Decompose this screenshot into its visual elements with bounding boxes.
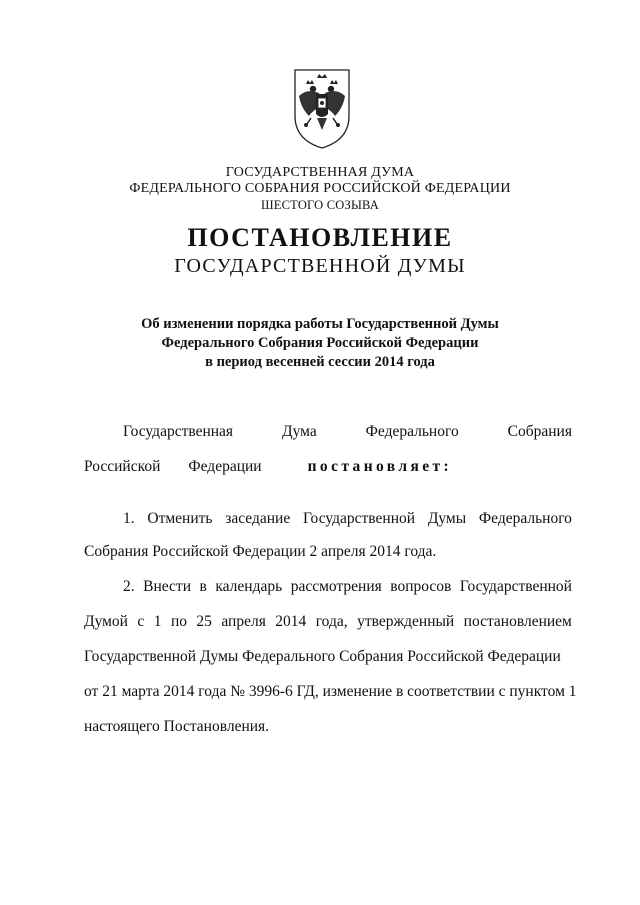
item-word: с <box>137 613 145 630</box>
item-word: Внести <box>143 578 191 595</box>
item-word: вопросов <box>390 578 452 595</box>
item-word: календарь <box>215 578 283 595</box>
preamble-line-2 <box>84 458 572 476</box>
preamble-word: Собрания <box>507 423 572 440</box>
subject-line-1: Об изменении порядка работы Государственной Думы <box>141 316 499 332</box>
preamble-word: Дума <box>282 423 317 440</box>
russian-coat-of-arms-icon <box>289 66 355 152</box>
item-word: 25 <box>196 613 212 630</box>
item-word: Государственной <box>302 510 416 527</box>
item-word: заседание <box>225 510 291 527</box>
item-word: Думой <box>84 613 128 630</box>
item-2-line-5: настоящего Постановления. <box>84 718 270 735</box>
item-word: утвержденный <box>357 613 455 630</box>
item-2-line-4: от 21 марта 2014 года № 3996-6 ГД, изменение в соответствии с пунктом 1 <box>84 683 577 700</box>
item-1-line-2: Собрания Российской Федерации 2 апреля 2014 года. <box>84 543 437 560</box>
document-type: ПОСТАНОВЛЕНИЕ <box>187 223 453 252</box>
item-word: в <box>199 578 207 595</box>
item-word: постановлением <box>463 613 572 630</box>
item-word: 2014 <box>275 613 307 630</box>
item-word: Думы <box>427 510 467 527</box>
preamble-word: Федерации <box>188 458 262 475</box>
document-issuer: ГОСУДАРСТВЕННОЙ ДУМЫ <box>174 255 466 277</box>
item-word: Отменить <box>147 510 213 527</box>
item-2-line-1 <box>123 578 572 596</box>
item-2-line-2 <box>84 613 572 631</box>
item-word: 1. <box>123 510 135 527</box>
item-word: Федерального <box>478 510 572 527</box>
parliament-name: ФЕДЕРАЛЬНОГО СОБРАНИЯ РОССИЙСКОЙ ФЕДЕРАЦИИ <box>129 181 511 196</box>
item-word: рассмотрения <box>290 578 382 595</box>
subject-line-3: в период весенней сессии 2014 года <box>205 354 435 370</box>
subject-line-2: Федерального Собрания Российской Федерации <box>161 335 479 351</box>
chamber-name: ГОСУДАРСТВЕННАЯ ДУМА <box>225 165 415 180</box>
item-1-line-1 <box>123 510 572 528</box>
item-word: Государственной <box>459 578 572 595</box>
item-2-line-3: Государственной Думы Федерального Собрания Российской Федерации <box>84 648 561 665</box>
preamble-line-1 <box>123 423 572 441</box>
preamble-word: Российской <box>84 458 161 475</box>
convocation: ШЕСТОГО СОЗЫВА <box>260 198 380 212</box>
item-word: апреля <box>221 613 266 630</box>
preamble-word: Государственная <box>123 423 234 440</box>
preamble-word: Федерального <box>365 423 459 440</box>
item-word: 1 <box>153 613 162 630</box>
item-word: по <box>170 613 187 630</box>
resolves-keyword: постановляет: <box>307 458 453 475</box>
item-word: года, <box>315 613 348 630</box>
item-word: 2. <box>123 578 135 595</box>
